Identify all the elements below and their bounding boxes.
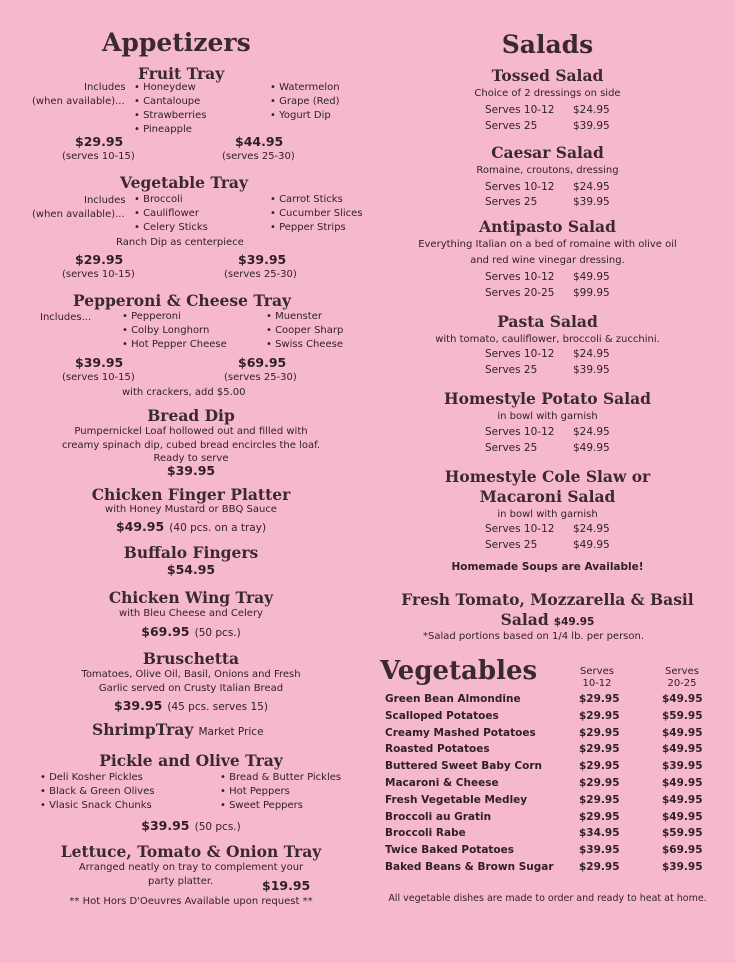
pasta-salad-title: Pasta Salad	[497, 312, 598, 331]
chicken-wing-qty: (50 pcs.)	[194, 627, 241, 639]
pepperoni-tray-note: with crackers, add $5.00	[122, 387, 246, 398]
cole-slaw-title-2: Macaroni Salad	[479, 487, 616, 506]
buffalo-fingers-price: $54.95	[166, 562, 216, 577]
bruschetta-title: Bruschetta	[142, 649, 240, 668]
table-row	[385, 811, 705, 828]
shrimp-tray-price: Market Price	[198, 726, 264, 738]
tossed-salad-desc: Choice of 2 dressings on side	[474, 88, 621, 99]
vegetable-name: Buttered Sweet Baby Corn	[385, 760, 542, 773]
chicken-finger-title: Chicken Finger Platter	[91, 485, 291, 504]
chicken-finger-desc: with Honey Mustard or BBQ Sauce	[105, 504, 277, 515]
list-item: • Yogurt Dip	[270, 110, 331, 121]
list-item: • Hot Peppers	[220, 786, 290, 797]
vegetable-tray-list-2	[270, 193, 363, 235]
vegetable-name: Macaroni & Cheese	[385, 777, 499, 789]
vegetable-price-small: $29.95	[579, 693, 620, 705]
vegetable-tray-price-large: $39.95	[238, 252, 287, 267]
buffalo-fingers-title: Buffalo Fingers	[123, 543, 259, 562]
vegetable-price-large: $59.95	[662, 709, 703, 722]
pickle-tray-price: $39.95	[141, 818, 190, 833]
caesar-salad-title: Caesar Salad	[491, 143, 604, 162]
bread-dip-desc-2: creamy spinach dip, cubed bread encircles the loaf.	[61, 440, 321, 451]
antipasto-salad-desc-1: Everything Italian on a bed of romaine with olive oil	[418, 239, 677, 250]
list-item: • Cucumber Slices	[270, 208, 363, 219]
table-row	[385, 693, 705, 710]
list-item: • Deli Kosher Pickles	[40, 772, 143, 783]
fruit-tray-serves-large: (serves 25-30)	[222, 151, 295, 162]
potato-salad-desc: in bowl with garnish	[497, 411, 598, 422]
vegetable-tray-list-1	[134, 193, 208, 235]
vegetable-tray-price-small: $29.95	[75, 252, 124, 267]
antipasto-salad-desc-2: and red wine vinegar dressing.	[470, 255, 625, 266]
pepperoni-tray-serves-large: (serves 25-30)	[224, 372, 297, 383]
table-row	[385, 861, 705, 878]
list-item: • Bread & Butter Pickles	[220, 772, 342, 783]
fruit-tray-serves-small: (serves 10-15)	[62, 151, 135, 162]
vegetable-price-small: $29.95	[579, 743, 620, 756]
list-item: • Cooper Sharp	[266, 325, 344, 336]
bread-dip-desc-1: Pumpernickel Loaf hollowed out and filled with	[74, 426, 308, 437]
list-item: • Cantaloupe	[134, 96, 201, 107]
vegetable-tray-note: Ranch Dip as centerpiece	[116, 237, 244, 248]
potato-salad-row-1: Serves 10-12 $24.95	[485, 426, 610, 438]
chicken-wing-title: Chicken Wing Tray	[108, 588, 274, 607]
list-item: • Grape (Red)	[270, 96, 340, 107]
vegetable-price-large: $49.95	[662, 726, 703, 739]
lto-tray-desc-1: Arranged neatly on tray to complement your	[78, 862, 304, 873]
table-row	[385, 760, 705, 777]
chicken-wing-price-line	[26, 621, 356, 640]
chicken-finger-price: $49.95	[115, 519, 165, 534]
salad-portion-note: *Salad portions based on 1/4 lb. per person.	[423, 631, 645, 642]
fruit-tray-list-2	[270, 81, 340, 123]
bruschetta-price-line	[26, 695, 356, 714]
vegetables-section	[375, 650, 720, 910]
caesar-salad-desc: Romaine, croutons, dressing	[476, 165, 619, 176]
pasta-salad-row-2: Serves 25 $39.95	[485, 364, 610, 376]
vegetable-name: Creamy Mashed Potatoes	[385, 726, 536, 739]
vegetable-price-small: $29.95	[579, 861, 620, 873]
tossed-salad-row-2: Serves 25 $39.95	[485, 120, 610, 132]
vegetable-price-large: $59.95	[662, 827, 703, 840]
vegetable-price-large: $49.95	[662, 810, 703, 823]
table-row	[385, 743, 705, 760]
vegetable-name: Scalloped Potatoes	[385, 709, 499, 722]
vegetable-price-small: $29.95	[579, 793, 620, 806]
cole-slaw-title-1: Homestyle Cole Slaw or	[444, 467, 651, 486]
list-item: • Carrot Sticks	[270, 194, 343, 205]
pasta-salad-desc: with tomato, cauliflower, broccoli & zucchini.	[435, 334, 660, 345]
shrimp-tray-title: ShrimpTray	[92, 720, 194, 739]
bread-dip-price: $39.95	[166, 463, 216, 478]
potato-salad-row-2: Serves 25 $49.95	[485, 442, 610, 454]
list-item: • Pineapple	[134, 124, 192, 135]
cole-slaw-desc: in bowl with garnish	[497, 509, 598, 520]
bread-dip-title: Bread Dip	[147, 406, 235, 425]
pepperoni-tray-list-1	[122, 310, 227, 352]
vegetable-price-small: $29.95	[579, 810, 620, 823]
cole-slaw-row-2: Serves 25 $49.95	[485, 539, 610, 551]
vegetable-price-large: $49.95	[662, 777, 703, 789]
caprese-price: $49.95	[553, 616, 595, 628]
tossed-salad-row-1: Serves 10-12 $24.95	[485, 104, 610, 116]
pepperoni-tray-serves-small: (serves 10-15)	[62, 372, 135, 383]
list-item: • Watermelon	[270, 82, 340, 93]
vegetable-price-small: $34.95	[579, 827, 620, 840]
fruit-tray-title: Fruit Tray	[138, 64, 225, 83]
list-item: • Vlasic Snack Chunks	[40, 800, 152, 811]
chicken-finger-price-line	[26, 516, 356, 535]
salads-heading: Salads	[501, 30, 594, 59]
vegetables-col1-header: Serves 10-12	[580, 666, 614, 689]
list-item: • Broccoli	[134, 194, 183, 205]
list-item: • Honeydew	[134, 82, 196, 93]
vegetable-name: Broccoli au Gratin	[385, 810, 492, 823]
vegetable-price-large: $49.95	[662, 793, 703, 806]
pickle-tray-list-1	[40, 771, 154, 813]
bruschetta-qty: (45 pcs. serves 15)	[167, 701, 268, 713]
list-item: • Hot Pepper Cheese	[122, 339, 227, 350]
pepperoni-tray-price-large: $69.95	[238, 355, 287, 370]
vegetable-tray-serves-small: (serves 10-15)	[62, 269, 135, 280]
vegetable-price-large: $69.95	[662, 844, 703, 857]
chicken-wing-price: $69.95	[141, 624, 190, 639]
bruschetta-desc-1: Tomatoes, Olive Oil, Basil, Onions and Fresh	[81, 669, 301, 680]
bruschetta-desc-2: Garlic served on Crusty Italian Bread	[98, 683, 284, 694]
vegetable-tray-includes: Includes	[84, 195, 126, 206]
vegetable-name: Roasted Potatoes	[385, 743, 490, 756]
soups-note: Homemade Soups are Available!	[451, 561, 644, 573]
fruit-tray-price-small: $29.95	[75, 134, 124, 149]
fruit-tray-price-large: $44.95	[235, 134, 284, 149]
lto-tray-price: $19.95	[262, 878, 311, 893]
table-row	[385, 844, 705, 861]
list-item: • Black & Green Olives	[40, 786, 155, 797]
fruit-tray-list-1	[134, 81, 206, 137]
vegetables-col2-header: Serves 20-25	[665, 666, 699, 689]
vegetable-name: Twice Baked Potatoes	[385, 844, 515, 857]
bruschetta-price: $39.95	[114, 698, 163, 713]
antipasto-salad-title: Antipasto Salad	[479, 217, 616, 236]
list-item: • Swiss Cheese	[266, 339, 343, 350]
list-item: • Celery Sticks	[134, 222, 208, 233]
hors-doeuvres-note: ** Hot Hors D'Oeuvres Available upon request **	[69, 896, 313, 907]
table-row	[385, 777, 705, 794]
caprese-title-1: Fresh Tomato, Mozzarella & Basil	[401, 590, 694, 609]
table-row	[385, 794, 705, 811]
vegetable-price-small: $29.95	[579, 726, 620, 739]
list-item: • Cauliflower	[134, 208, 199, 219]
chicken-finger-qty: (40 pcs. on a tray)	[169, 522, 267, 534]
caprese-title-2: Salad	[500, 610, 549, 629]
antipasto-salad-row-2: Serves 20-25 $99.95	[485, 287, 610, 299]
vegetable-price-large: $39.95	[662, 760, 703, 773]
potato-salad-title: Homestyle Potato Salad	[444, 389, 651, 408]
vegetable-price-small: $29.95	[579, 777, 620, 789]
vegetable-price-large: $49.95	[662, 693, 703, 705]
list-item: • Pepper Strips	[270, 222, 346, 233]
list-item: • Sweet Peppers	[220, 800, 304, 811]
chicken-wing-desc: with Bleu Cheese and Celery	[119, 608, 263, 619]
list-item: • Colby Longhorn	[122, 325, 210, 336]
vegetable-price-large: $49.95	[662, 743, 703, 756]
caprese-title-line-2	[375, 610, 720, 629]
list-item: • Pepperoni	[122, 311, 181, 322]
pepperoni-tray-includes: Includes...	[40, 312, 92, 323]
pepperoni-tray-price-small: $39.95	[75, 355, 124, 370]
table-row	[385, 727, 705, 744]
pickle-tray-price-line	[26, 815, 356, 834]
cole-slaw-row-1: Serves 10-12 $24.95	[485, 523, 610, 535]
vegetables-note: All vegetable dishes are made to order and ready to heat at home.	[388, 893, 707, 904]
tossed-salad-title: Tossed Salad	[491, 66, 604, 85]
table-row	[385, 710, 705, 727]
vegetable-name: Broccoli Rabe	[385, 827, 466, 840]
bread-dip-desc-3: Ready to serve	[153, 453, 229, 464]
caesar-salad-row-2: Serves 25 $39.95	[485, 196, 610, 208]
pickle-tray-qty: (50 pcs.)	[194, 821, 241, 833]
lto-tray-desc-2: party platter.	[148, 876, 214, 887]
vegetable-name: Fresh Vegetable Medley	[385, 793, 528, 806]
pepperoni-tray-title: Pepperoni & Cheese Tray	[73, 291, 292, 310]
shrimp-tray-line	[92, 720, 264, 739]
caesar-salad-row-1: Serves 10-12 $24.95	[485, 181, 610, 193]
pickle-tray-list-2	[220, 771, 341, 813]
table-row	[385, 827, 705, 844]
vegetable-tray-when: (when available)...	[32, 209, 125, 220]
fruit-tray-when: (when available)...	[32, 96, 125, 107]
fruit-tray-includes: Includes	[84, 82, 126, 93]
vegetable-tray-serves-large: (serves 25-30)	[224, 269, 297, 280]
vegetable-price-small: $39.95	[579, 844, 620, 857]
list-item: • Muenster	[266, 311, 322, 322]
vegetables-heading: Vegetables	[380, 656, 538, 686]
vegetable-name: Green Bean Almondine	[385, 693, 521, 705]
pickle-tray-title: Pickle and Olive Tray	[99, 751, 283, 770]
vegetable-price-small: $29.95	[579, 760, 620, 773]
list-item: • Strawberries	[134, 110, 207, 121]
antipasto-salad-row-1: Serves 10-12 $49.95	[485, 271, 610, 283]
vegetable-name: Baked Beans & Brown Sugar	[385, 861, 554, 873]
pepperoni-tray-list-2	[266, 310, 343, 352]
vegetable-price-large: $39.95	[662, 861, 703, 873]
appetizers-heading: Appetizers	[102, 28, 251, 57]
lto-tray-title: Lettuce, Tomato & Onion Tray	[60, 842, 322, 861]
vegetable-tray-title: Vegetable Tray	[120, 173, 248, 192]
pasta-salad-row-1: Serves 10-12 $24.95	[485, 348, 610, 360]
vegetable-price-small: $29.95	[579, 709, 620, 722]
